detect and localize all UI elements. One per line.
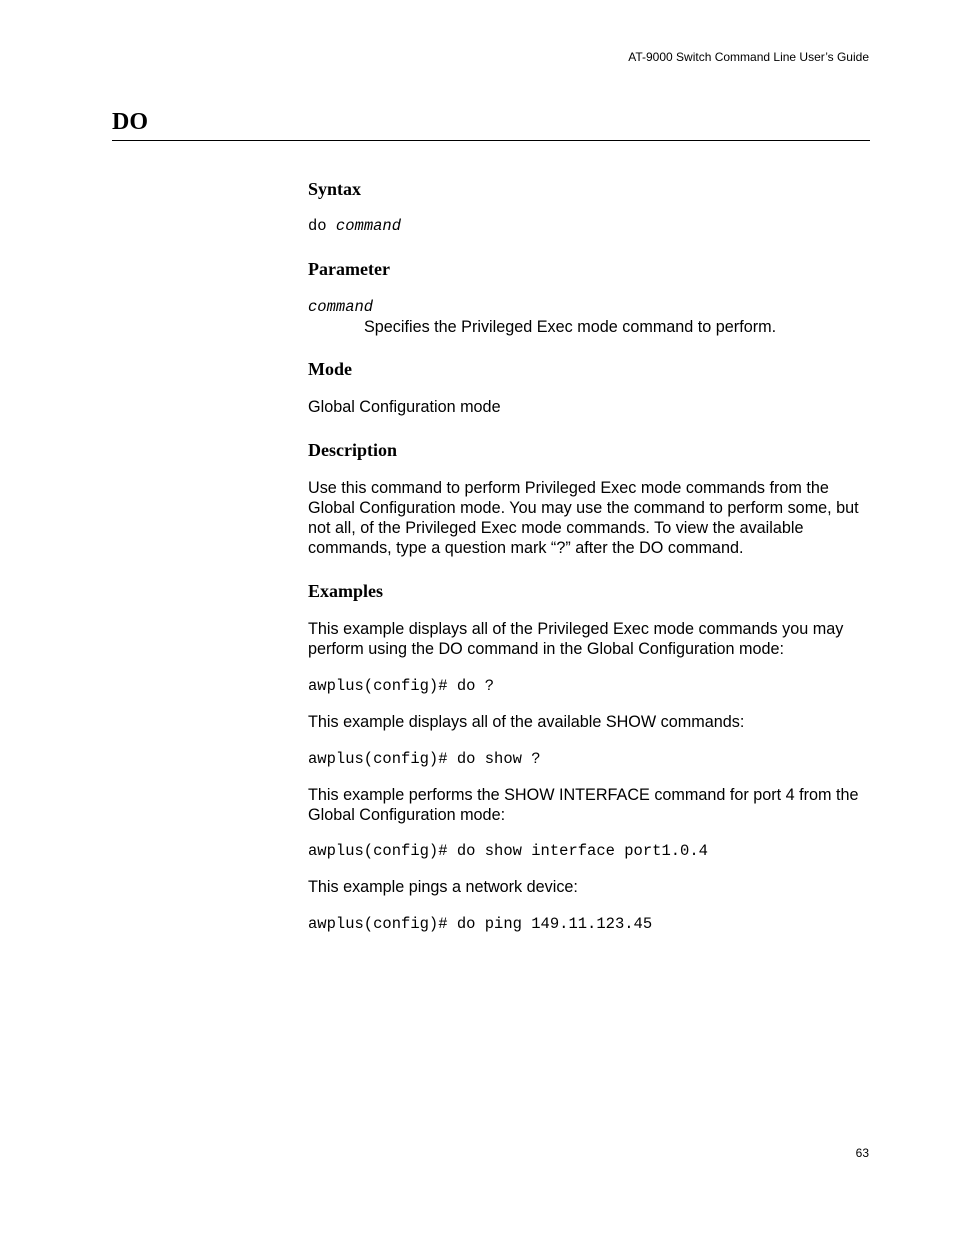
mode-heading: Mode (308, 359, 352, 380)
description-text: Use this command to perform Privileged Exec mode commands from the Global Configuration mode. You may use the command to perform some, but not all, of the Privileged Exec mode commands. To view the available commands, type a question mark “?” after the DO command. (308, 478, 859, 558)
example-text: This example displays all of the Privileged Exec mode commands you may perform using the DO command in the Global Configuration mode: (308, 619, 844, 659)
command-reference-body (308, 178, 873, 934)
page-number: 63 (855, 1146, 869, 1160)
parameter-heading: Parameter (308, 259, 390, 279)
syntax-line (308, 216, 873, 236)
running-header: AT-9000 Switch Command Line User’s Guide (628, 50, 869, 64)
title-rule (112, 140, 870, 141)
description-heading: Description (308, 439, 397, 460)
example-text: This example displays all of the available SHOW commands: (308, 713, 745, 732)
example-text: This example performs the SHOW INTERFACE command for port 4 from the Global Configuration mode: (308, 785, 859, 824)
example-code: awplus(config)# do ? (308, 677, 495, 696)
syntax-keyword: do (308, 217, 327, 235)
mode-text: Global Configuration mode (308, 398, 501, 417)
syntax-argument: command (335, 217, 402, 235)
example-text: This example pings a network device: (308, 878, 578, 897)
parameter-name: command (308, 298, 374, 316)
example-code: awplus(config)# do ping 149.11.123.45 (308, 914, 653, 933)
example-code: awplus(config)# do show ? (308, 749, 541, 768)
syntax-heading: Syntax (308, 179, 362, 199)
examples-heading: Examples (308, 580, 384, 601)
page-title: DO (112, 109, 148, 135)
example-code: awplus(config)# do show interface port1.0.4 (308, 842, 708, 861)
parameter-description: Specifies the Privileged Exec mode command to perform. (364, 318, 777, 336)
